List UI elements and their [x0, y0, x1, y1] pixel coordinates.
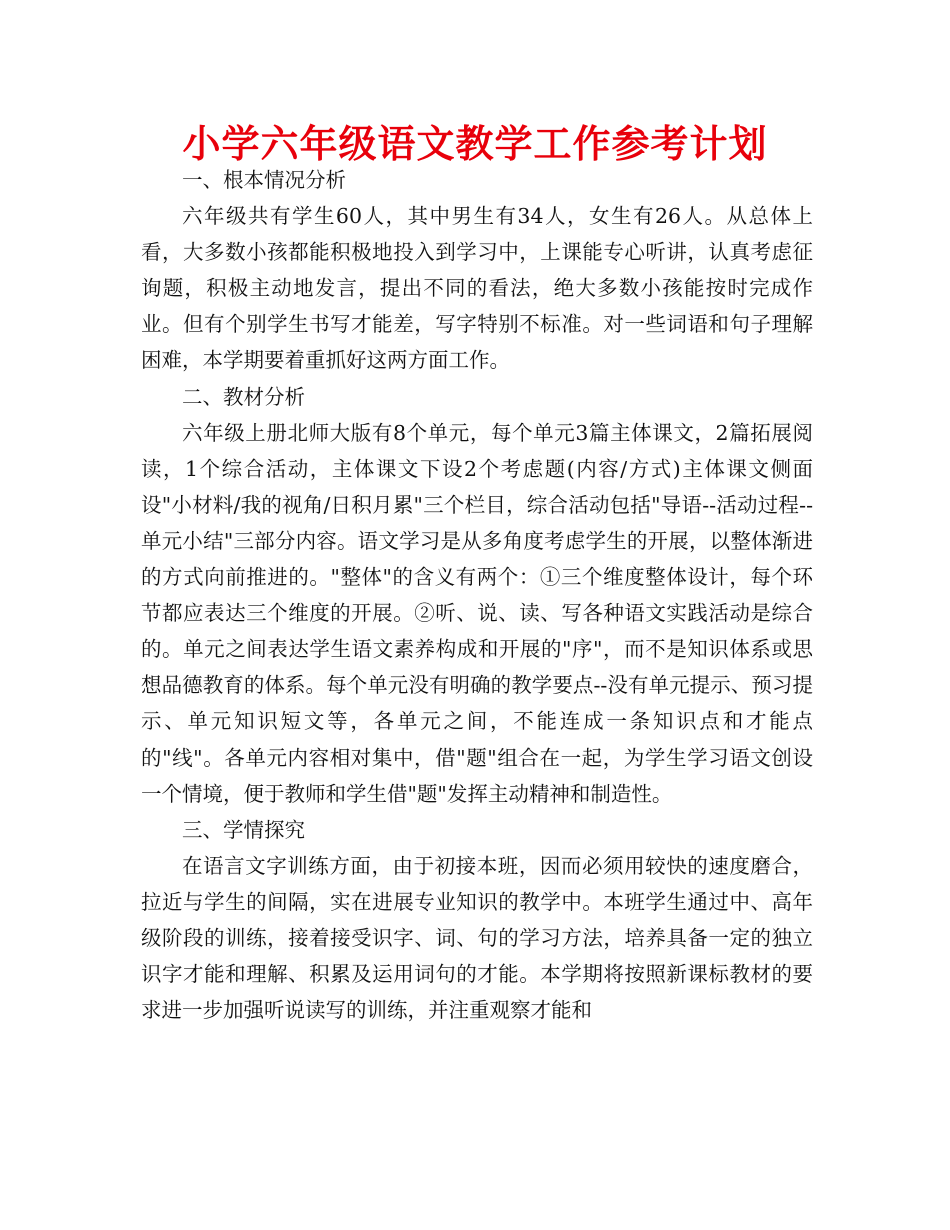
document-body	[141, 162, 813, 1028]
document-title: 小学六年级语文教学工作参考计划	[182, 122, 768, 166]
section-paragraph-1: 六年级共有学生60人，其中男生有34人，女生有26人。从总体上看，大多数小孩都能积极地投入到学习中，上课能专心听讲，认真考虑征询题，积极主动地发言，提出不同的看法，绝大多数小孩能按时完成作业。但有个别学生书写才能差，写字特别不标准。对一些词语和句子理解困难，本学期要着重抓好这两方面工作。	[141, 204, 813, 373]
section-heading-2: 二、教材分析	[182, 384, 305, 409]
section-heading-3: 三、学情探究	[182, 817, 305, 842]
section-heading-1: 一、根本情况分析	[182, 168, 346, 192]
section-paragraph-3: 在语言文字训练方面，由于初接本班，因而必须用较快的速度磨合，拉近与学生的间隔，实在进展专业知识的教学中。本班学生通过中、高年级阶段的训练，接着接受识字、词、句的学习方法，培养具备一定的独立识字才能和理解、积累及运用词句的才能。本学期将按照新课标教材的要求进一步加强听说读写的训练，并注重观察才能和	[141, 853, 813, 1023]
section-paragraph-2: 六年级上册北师大版有8个单元，每个单元3篇主体课文，2篇拓展阅读，1个综合活动，主体课文下设2个考虑题(内容/方式)主体课文侧面设"小材料/我的视角/日积月累"三个栏目，综合活动包括"导语--活动过程--单元小结"三部分内容。语文学习是从多角度考虑学生的开展，以整体渐进的方式向前推进的。"整体"的含义有两个：①三个维度整体设计，每个环节都应表达三个维度的开展。②听、说、读、写各种语文实践活动是综合的。单元之间表达学生语文素养构成和开展的"序"，而不是知识体系或思想品德教育的体系。每个单元没有明确的教学要点--没有单元提示、预习提示、单元知识短文等，各单元之间，不能连成一条知识点和才能点的"线"。各单元内容相对集中，借"题"组合在一起，为学生学习语文创设一个情境，便于教师和学生借"题"发挥主动精神和制造性。	[141, 420, 813, 806]
